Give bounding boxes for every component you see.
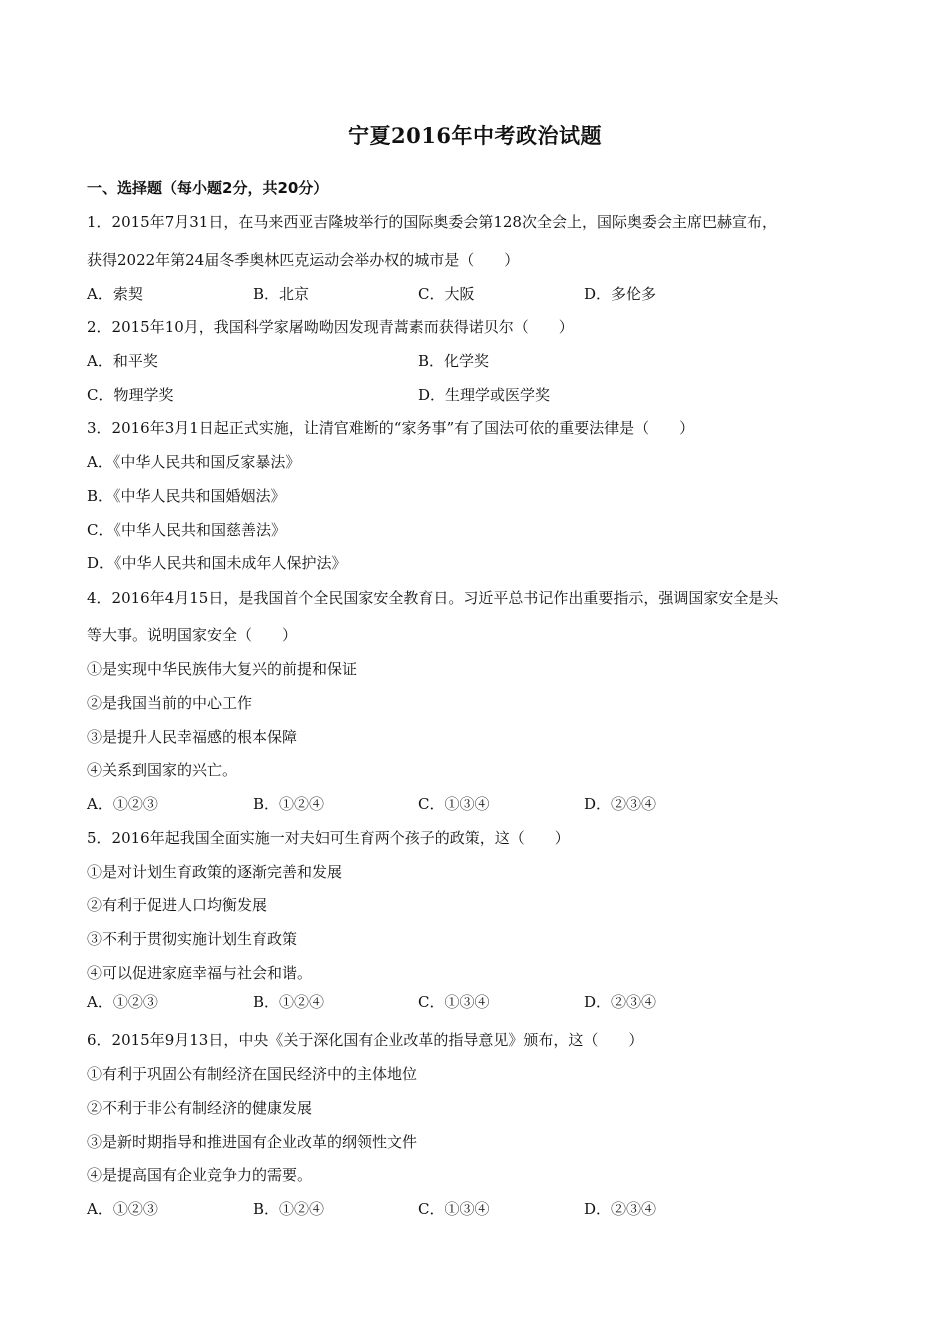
question-3-option-b: B．《中华人民共和国婚姻法》: [87, 487, 286, 505]
question-2-option-b: B．化学奖: [418, 352, 490, 370]
question-6-option-d: D．②③④: [584, 1200, 657, 1218]
question-1-line-1: 1．2015年7月31日，在马来西亚吉隆坡举行的国际奥委会第128次全会上，国际奥委会主席巴赫宣布，: [87, 213, 777, 231]
question-6-item-3: ③是新时期指导和推进国有企业改革的纲领性文件: [87, 1133, 418, 1151]
question-3-option-a: A．《中华人民共和国反家暴法》: [87, 453, 301, 471]
question-5-item-2: ②有利于促进人口均衡发展: [87, 896, 268, 914]
question-6-line-1: 6．2015年9月13日，中央《关于深化国有企业改革的指导意见》颁布，这（ ）: [87, 1031, 644, 1049]
question-4-option-a: A．①②③: [87, 795, 158, 813]
question-4-line-1: 4．2016年4月15日，是我国首个全民国家安全教育日。习近平总书记作出重要指示，强调国家安全是头: [87, 589, 779, 607]
question-1-option-a: A．索契: [87, 285, 143, 303]
question-4-item-1: ①是实现中华民族伟大复兴的前提和保证: [87, 660, 358, 678]
question-5-option-d: D．②③④: [584, 993, 657, 1011]
question-6-item-4: ④是提高国有企业竞争力的需要。: [87, 1166, 313, 1184]
question-1-option-d: D．多伦多: [584, 285, 657, 303]
question-6-option-b: B．①②④: [253, 1200, 325, 1218]
question-3-line-1: 3．2016年3月1日起正式实施，让清官难断的“家务事”有了国法可依的重要法律是（ ）: [87, 419, 695, 437]
question-1-line-2: 获得2022年第24届冬季奥林匹克运动会举办权的城市是（ ）: [87, 251, 520, 269]
question-2-line-1: 2．2015年10月，我国科学家屠呦呦因发现青蒿素而获得诺贝尔（ ）: [87, 318, 574, 336]
question-5-item-3: ③不利于贯彻实施计划生育政策: [87, 930, 298, 948]
question-3-option-d: D．《中华人民共和国未成年人保护法》: [87, 554, 347, 572]
question-4-option-d: D．②③④: [584, 795, 657, 813]
question-4-item-4: ④关系到国家的兴亡。: [87, 761, 238, 779]
question-5-option-b: B．①②④: [253, 993, 325, 1011]
question-2-option-c: C．物理学奖: [87, 386, 174, 404]
question-6-item-2: ②不利于非公有制经济的健康发展: [87, 1099, 313, 1117]
question-1-option-c: C．大阪: [418, 285, 475, 303]
page-title: 宁夏2016年中考政治试题: [348, 123, 602, 148]
question-2-option-a: A．和平奖: [87, 352, 158, 370]
question-4-option-c: C．①③④: [418, 795, 490, 813]
question-3-option-c: C．《中华人民共和国慈善法》: [87, 521, 286, 539]
question-5-item-4: ④可以促进家庭幸福与社会和谐。: [87, 964, 313, 982]
question-5-item-1: ①是对计划生育政策的逐渐完善和发展: [87, 863, 343, 881]
question-6-option-a: A．①②③: [87, 1200, 158, 1218]
question-5-option-c: C．①③④: [418, 993, 490, 1011]
question-6-option-c: C．①③④: [418, 1200, 490, 1218]
question-4-option-b: B．①②④: [253, 795, 325, 813]
section-heading: 一、选择题（每小题2分，共20分）: [87, 179, 329, 197]
question-1-option-b: B．北京: [253, 285, 310, 303]
question-6-item-1: ①有利于巩固公有制经济在国民经济中的主体地位: [87, 1065, 418, 1083]
question-5-line-1: 5．2016年起我国全面实施一对夫妇可生育两个孩子的政策，这（ ）: [87, 829, 570, 847]
question-4-line-2: 等大事。说明国家安全（ ）: [87, 626, 298, 644]
question-4-item-3: ③是提升人民幸福感的根本保障: [87, 728, 298, 746]
question-5-option-a: A．①②③: [87, 993, 158, 1011]
question-2-option-d: D．生理学或医学奖: [418, 386, 551, 404]
question-4-item-2: ②是我国当前的中心工作: [87, 694, 253, 712]
